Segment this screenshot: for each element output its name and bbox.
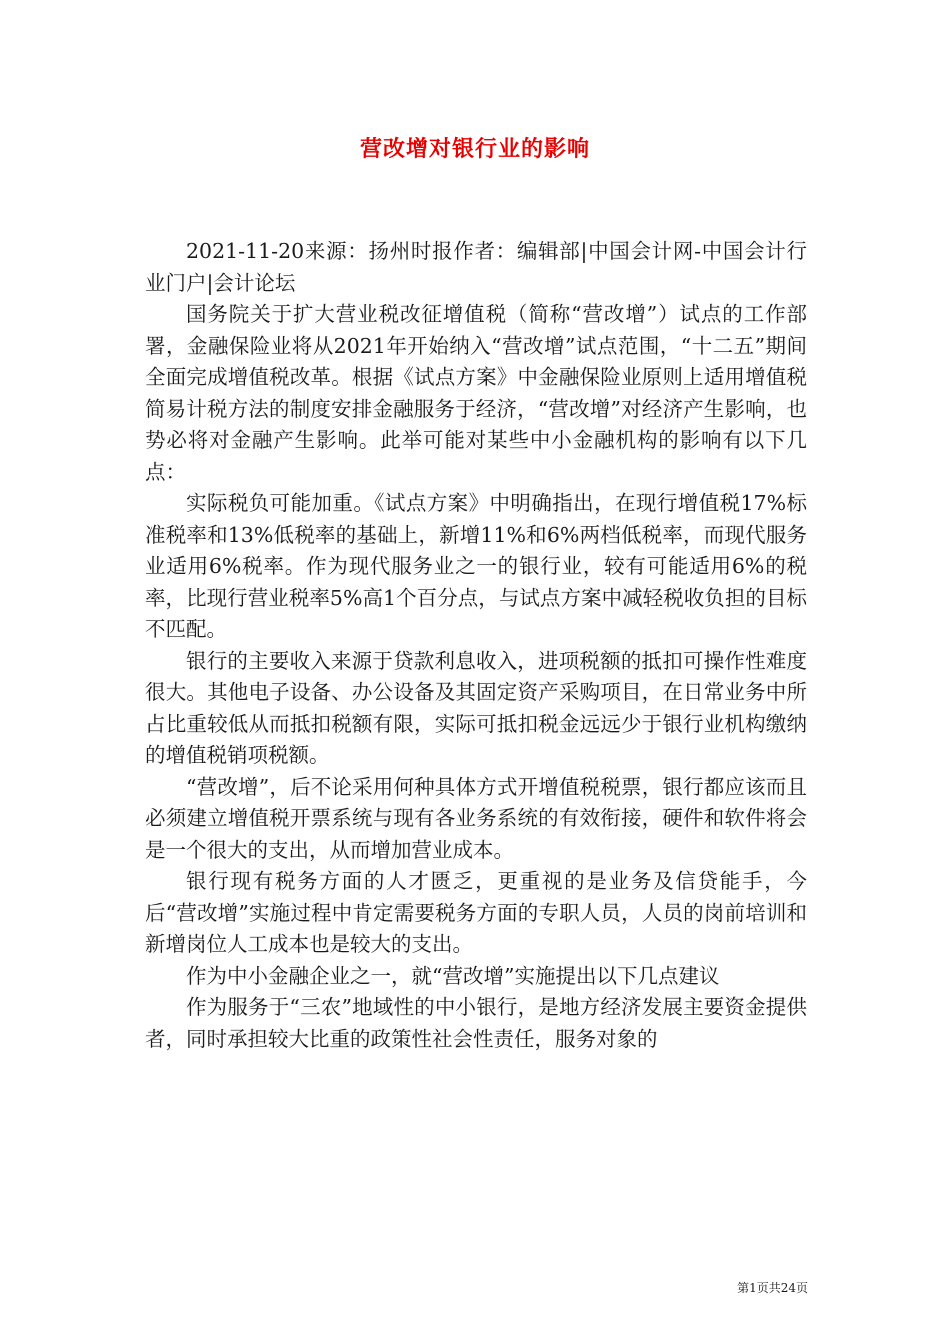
page-title: 营改增对银行业的影响 [359, 136, 590, 162]
document-body [145, 236, 807, 1055]
paragraph-suggestions-heading: 作为中小金融企业之一，就“营改增”实施提出以下几点建议 [186, 963, 720, 988]
page-number: 第1页共24页 [737, 1281, 808, 1295]
paragraph-invoice-system: “营改增”，后不论采用何种具体方式开增值税税票，银行都应该而且必须建立增值税开票系统与现有各业务系统的有效衔接，硬件和软件将会是一个很大的支出，从而增加营业成本。 [145, 774, 807, 862]
paragraph-source: 2021-11-20来源：扬州时报作者：编辑部|中国会计网-中国会计行业门户|会计论坛 [145, 239, 807, 295]
paragraph-talent: 银行现有税务方面的人才匮乏，更重视的是业务及信贷能手，今后“营改增”实施过程中肯定需要税务方面的专职人员，人员的岗前培训和新增岗位人工成本也是较大的支出。 [145, 869, 807, 956]
paragraph-small-banks: 作为服务于“三农”地域性的中小银行，是地方经济发展主要资金提供者，同时承担较大比重的政策性社会性责任，服务对象的 [145, 995, 807, 1051]
paragraph-deduction: 银行的主要收入来源于贷款利息收入，进项税额的抵扣可操作性难度很大。其他电子设备、办公设备及其固定资产采购项目，在日常业务中所占比重较低从而抵扣税额有限，实际可抵扣税金远远少于银行业机构缴纳的增值税销项税额。 [145, 648, 807, 767]
paragraph-tax-burden: 实际税负可能加重。《试点方案》中明确指出，在现行增值税17%标准税率和13%低税率的基础上，新增11%和6%两档低税率，而现代服务业适用6%税率。作为现代服务业之一的银行业，较有可能适用6%的税率，比现行营业税率5%高1个百分点，与试点方案中减轻税收负担的目标不匹配。 [145, 491, 807, 641]
paragraph-intro: 国务院关于扩大营业税改征增值税（简称“营改增”）试点的工作部署，金融保险业将从2021年开始纳入“营改增”试点范围，“十二五”期间全面完成增值税改革。根据《试点方案》中金融保险业原则上适用增值税简易计税方法的制度安排金融服务于经济，“营改增”对经济产生影响，也势必将对金融产生影响。此举可能对某些中小金融机构的影响有以下几点： [145, 302, 807, 484]
